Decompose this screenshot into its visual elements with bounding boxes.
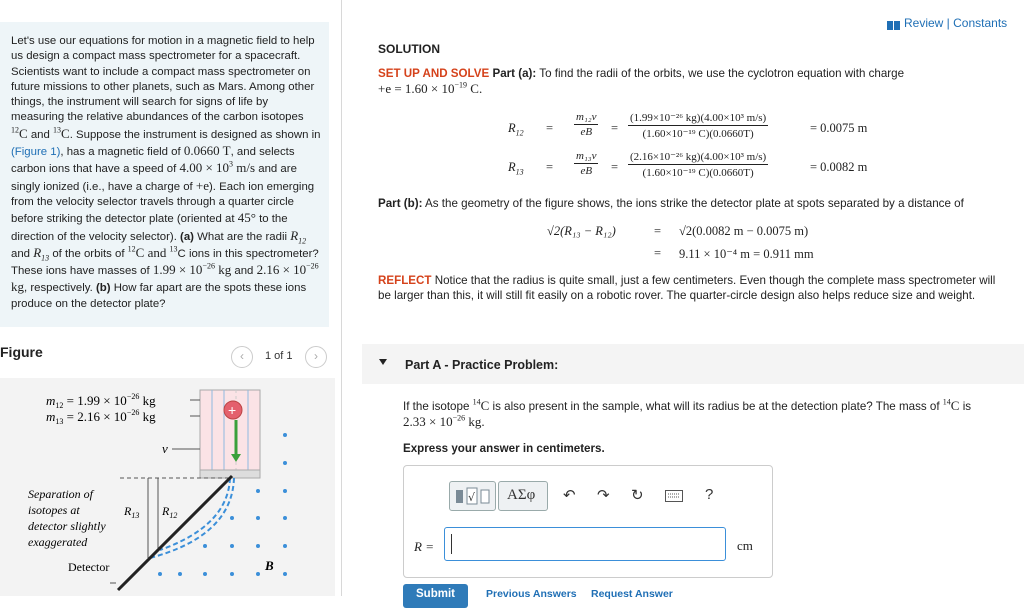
- review-constants-link[interactable]: [887, 16, 1007, 30]
- isotope-symbol: C: [61, 125, 70, 141]
- redo-icon[interactable]: ↷: [597, 487, 610, 504]
- separation-note-4: exaggerated: [28, 535, 88, 549]
- figure-b-label: B: [265, 558, 274, 573]
- problem-statement: [0, 22, 329, 327]
- eq1-equals-2: =: [611, 121, 619, 135]
- speed-value: 4.00 × 10: [179, 160, 230, 176]
- eq2-symbolic-numerator: m₁₃v: [576, 150, 597, 162]
- problem-text-part: ). Each ion emerging from the velocity selector travels through a quarter circle before striking the detector plate (oriented at: [11, 180, 315, 226]
- problem-text-part: and: [11, 247, 31, 260]
- request-answer-link[interactable]: Request Answer: [591, 588, 673, 600]
- setup-paragraph: [378, 66, 1018, 97]
- detector-plate: [118, 476, 232, 590]
- mass-unit: kg: [214, 262, 232, 278]
- eq1-symbolic-fraction: [574, 111, 598, 138]
- book-icon: [887, 19, 900, 28]
- instruction-text: Express your answer in centimeters.: [403, 442, 605, 455]
- eq1-symbolic-numerator: m₁₂v: [576, 111, 597, 123]
- part-b-paragraph: [378, 196, 1018, 211]
- solution-heading: SOLUTION: [378, 42, 440, 56]
- eq3-rhs-2: 9.11 × 10⁻⁴ m = 0.911 mm: [679, 247, 814, 261]
- part-a-title: Part A - Practice Problem:: [405, 358, 559, 372]
- problem-text: [11, 34, 323, 312]
- field-value: 0.0660 T: [183, 143, 231, 159]
- problem-text-part: Let's use our equations for motion in a magnetic field to help us design a compact mass spectrometer for a spacecraft. Scientists want to include a compact mass spectrometer on future missions to other planets, such as Mars. Among other things, the instrument will search for signs of life by measuring the relative abundances of the carbon isotopes: [11, 35, 315, 124]
- question-b-label: (b): [95, 282, 111, 295]
- charge-unit: C.: [467, 81, 483, 96]
- svg-text:√: √: [468, 491, 476, 504]
- figure-page-indicator: 1 of 1: [265, 350, 293, 362]
- eq2-equals-2: =: [611, 160, 619, 174]
- keyboard-icon[interactable]: [665, 489, 683, 506]
- reflect-text: Notice that the radius is quite small, just a few centimeters. Even though the complete mass spectrometer will be larger than this, it will still fit easily on a robotic rover. The quarter-circle design also helps reduce size and weight.: [378, 274, 996, 302]
- problem-text-part: What are the radii: [197, 230, 288, 243]
- problem-text-part: . Suppose the instrument is designed as shown in: [69, 128, 321, 141]
- isotope-mass: 12: [127, 244, 136, 254]
- eq3-rhs-1: √2(0.0082 m − 0.0075 m): [679, 224, 809, 238]
- figure-link[interactable]: (Figure 1): [11, 146, 61, 159]
- previous-answers-link[interactable]: Previous Answers: [486, 588, 577, 600]
- problem-text-part: and are singly ionized (i.e., have a charge of: [11, 163, 297, 193]
- chevron-left-icon[interactable]: ‹: [231, 346, 253, 368]
- eq1-numeric-fraction: [628, 111, 768, 140]
- mass-value: 2.16 × 10: [256, 262, 307, 278]
- figure-mass-12: $m_{12} = 1.99 \times 10^{-26}$ kg: [46, 392, 156, 410]
- eq2-numeric-fraction: [628, 150, 768, 179]
- practice-mass-exponent: −26: [452, 413, 466, 423]
- eq2-numerator: (2.16×10⁻²⁶ kg)(4.00×10³ m/s): [630, 151, 767, 163]
- eq2-lhs: $R_{13}$: [508, 160, 524, 177]
- text-caret: [451, 534, 452, 554]
- figure-pager: [231, 346, 329, 368]
- mass-exponent: −26: [306, 261, 319, 271]
- chevron-right-icon[interactable]: ›: [305, 346, 327, 368]
- setup-label: SET UP AND SOLVE: [378, 67, 490, 80]
- angle-value: 45°: [237, 210, 256, 226]
- submit-button[interactable]: Submit: [403, 584, 468, 608]
- eq2-equals: =: [546, 160, 554, 174]
- isotope-mass: 13: [169, 244, 178, 254]
- setup-text: To find the radii of the orbits, we use the cyclotron equation with charge: [539, 67, 905, 80]
- part-b-text: As the geometry of the figure shows, the ions strike the detector plate at spots separated by a distance of: [425, 197, 964, 210]
- mass-unit: kg: [11, 279, 24, 295]
- eq1-result: = 0.0075 m: [810, 121, 868, 135]
- eq2-denominator: (1.60×10⁻¹⁹ C)(0.0660T): [642, 167, 754, 179]
- separation-note-2: isotopes at: [28, 503, 80, 517]
- figure-velocity-label: v: [162, 441, 168, 456]
- help-icon[interactable]: ?: [705, 486, 714, 503]
- review-constants-label[interactable]: Review | Constants: [904, 16, 1008, 30]
- part-a-label: Part (a):: [492, 67, 537, 80]
- eq2-result: = 0.0082 m: [810, 160, 868, 174]
- eq3-lhs: √2(R₁₃ − R₁₂): [547, 224, 616, 238]
- reflect-paragraph: [378, 273, 1008, 303]
- practice-isotope-mass: 14: [472, 397, 481, 407]
- eq1-numerator: (1.99×10⁻²⁶ kg)(4.00×10³ m/s): [630, 112, 767, 124]
- problem-text-part: , respectively.: [24, 282, 93, 295]
- eq1-lhs: $R_{12}$: [508, 121, 524, 138]
- isotope-mass: 12: [11, 125, 19, 135]
- problem-text-part: and: [234, 265, 254, 278]
- eq3-equals-2: =: [654, 246, 662, 260]
- practice-text: is also present in the sample, what will its radius be at the detection plate? The mass of: [492, 400, 940, 413]
- reflect-label: REFLECT: [378, 274, 432, 287]
- templates-button[interactable]: [449, 481, 496, 511]
- speed-unit: m/s: [233, 160, 256, 176]
- figure-r13-label: $R_{13}$: [124, 504, 140, 520]
- left-panel: [0, 0, 342, 596]
- problem-text-part: of the orbits of: [52, 247, 125, 260]
- mass-exponent: −26: [202, 261, 215, 271]
- part-a-header[interactable]: [362, 344, 1024, 384]
- eq3-equals: =: [654, 224, 662, 238]
- charge-exponent: −19: [454, 80, 468, 90]
- radius-symbol: R: [290, 227, 299, 243]
- figure-title: Figure: [0, 344, 43, 360]
- collapse-arrow-icon[interactable]: [379, 359, 387, 365]
- problem-text-part: , and selects carbon ions that have a speed of: [11, 146, 295, 176]
- greek-symbols-label: ΑΣφ: [507, 487, 536, 503]
- isotope-mass: 13: [53, 125, 62, 135]
- detector-label: Detector: [68, 560, 110, 574]
- practice-text: is: [962, 400, 972, 413]
- question-a-label: (a): [180, 230, 194, 243]
- practice-question: [403, 398, 1013, 430]
- answer-unit: cm: [737, 538, 753, 553]
- figure-r12-label: $R_{12}$: [162, 504, 178, 520]
- practice-mass: 2.33 × 10: [403, 414, 453, 429]
- eq1-denominator: (1.60×10⁻¹⁹ C)(0.0660T): [642, 128, 754, 140]
- charge-value: +e: [195, 177, 210, 193]
- problem-text-part: How far apart are the spots these ions produce on the detector plate?: [11, 282, 307, 310]
- undo-icon[interactable]: ↶: [563, 487, 576, 504]
- eq1-symbolic-denominator: eB: [580, 126, 593, 138]
- eq2-symbolic-fraction: [574, 150, 598, 177]
- templates-icon: [450, 482, 495, 510]
- isotope-symbol: C and: [135, 244, 167, 260]
- eq1-equals: =: [546, 121, 554, 135]
- figure-mass-13: $m_{13} = 2.16 \times 10^{-26}$ kg: [46, 408, 156, 426]
- part-b-label: Part (b):: [378, 197, 423, 210]
- answer-input[interactable]: [444, 527, 726, 561]
- reset-icon[interactable]: ↻: [631, 487, 644, 504]
- practice-mass-unit: kg.: [465, 414, 485, 429]
- speed-exponent: 3: [229, 160, 234, 170]
- separation-note-1: Separation of: [28, 487, 93, 501]
- svg-text:+: +: [228, 402, 237, 418]
- problem-text-part: , has a magnetic field of: [60, 146, 181, 159]
- radius-symbol: R: [33, 244, 42, 260]
- figure-diagram: [0, 378, 335, 596]
- practice-isotope-symbol: C: [480, 398, 490, 413]
- problem-text-part: to the direction of the velocity selector).: [11, 213, 288, 243]
- practice-text: If the isotope: [403, 400, 470, 413]
- eq2-symbolic-denominator: eB: [580, 165, 593, 177]
- isotope-symbol: C: [19, 125, 28, 141]
- greek-symbols-button[interactable]: [498, 481, 548, 511]
- separation-note-3: detector slightly: [28, 519, 106, 533]
- radius-subscript: 12: [298, 236, 307, 246]
- spectrometer-diagram: [0, 378, 335, 596]
- practice-isotope-symbol: C: [950, 398, 960, 413]
- problem-text-part: and: [30, 128, 50, 141]
- mass-value: 1.99 × 10: [152, 262, 203, 278]
- answer-label: R =: [414, 539, 434, 554]
- radius-subscript: 13: [41, 253, 50, 263]
- practice-isotope-mass: 14: [942, 397, 951, 407]
- problem-text-part: C ions in this spectrometer? These ions have masses of: [11, 247, 319, 278]
- charge-text: +e = 1.60 × 10: [378, 81, 455, 96]
